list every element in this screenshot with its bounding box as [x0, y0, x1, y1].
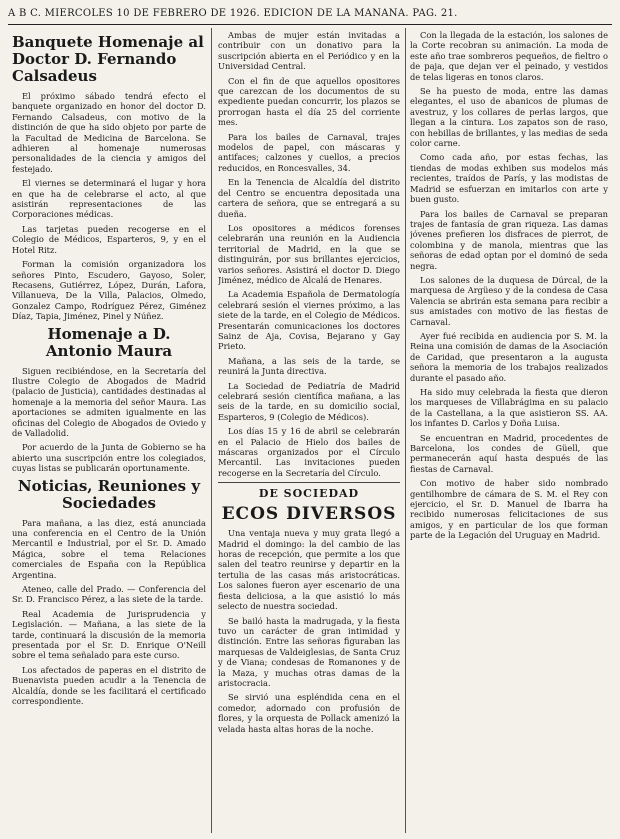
- column-divider: [211, 28, 212, 833]
- paragraph: Con motivo de haber sido nombrado gentilhombre de cámara de S. M. el Rey con ejercicio, el Sr. D. Manuel de Ibarra ha recibido numerosas felicitaciones de sus amigos, y en particular de los que forman parte de la Legación del Uruguay en Madrid.: [410, 478, 608, 541]
- paragraph: Los días 15 y 16 de abril se celebrarán en el Palacio de Hielo dos bailes de máscaras organizados por el Círculo Mercantil. Las invitaciones pueden recogerse en la Secretaría del Círculo.: [218, 426, 400, 478]
- article-title: Banquete Homenaje al Doctor D. Fernando Calsadeus: [12, 33, 204, 85]
- paragraph: Una ventaja nueva y muy grata llegó a Madrid el domingo: la del cambio de las horas de recepción, que permite a los que salen del teatro reunirse y departir en la tertulia de las casas más aristocráticas. Los salones fueron ayer escenario de una fiesta deliciosa, a la que asistió lo más selecto de nuestra sociedad.: [218, 528, 400, 612]
- column-left: [12, 30, 206, 833]
- paragraph: Para los bailes de Carnaval se preparan trajes de fantasía de gran riqueza. Las damas jóvenes prefieren los disfraces de pierrot, de colombina y de manola, mientras que las señoras de edad optan por el dominó de seda negra.: [410, 208, 608, 271]
- paragraph: Se encuentran en Madrid, procedentes de Barcelona, los condes de Güell, que permanecerán aquí hasta después de las fiestas de Carnaval.: [410, 432, 608, 474]
- paragraph: Ateneo, calle del Prado. — Conferencia del Sr. D. Francisco Pérez, a las siete de la tarde.: [12, 584, 206, 605]
- paragraph: Ambas de mujer están invitadas a contribuir con un donativo para la suscripción abierta en el Periódico y en la Universidad Central.: [218, 30, 400, 72]
- paragraph: El viernes se determinará el lugar y hora en que ha de celebrarse el acto, al que asistirán representaciones de las Corporaciones médicas.: [12, 178, 206, 220]
- paragraph: Se bailó hasta la madrugada, y la fiesta tuvo un carácter de gran intimidad y distinción. Entre las señoras figuraban las marquesas de Valdeiglesias, de Santa Cruz y de Viana; condesas de Romanones y de la Maza, y muchas otras damas de la aristocracia.: [218, 615, 400, 688]
- section-divider: [218, 482, 400, 483]
- paragraph: En la Tenencia de Alcaldía del distrito del Centro se encuentra depositada una cartera de señora, que se entregará a su dueña.: [218, 177, 400, 219]
- header-rule: [8, 24, 612, 25]
- article-title: Noticias, Reuniones y Sociedades: [17, 476, 201, 512]
- paragraph: Real Academia de Jurisprudencia y Legislación. — Mañana, a las siete de la tarde, continuará la discusión de la memoria presentada por el Sr. D. Enrique O'Neill sobre el tema señalado para este curso.: [12, 608, 206, 661]
- paragraph: La Academia Española de Dermatología celebrará sesión el viernes próximo, a las siete de la tarde, en el Colegio de Médicos. Presentarán comunicaciones los doctores Sainz de Aja, Covisa, Bejarano y Gay Prieto.: [218, 289, 400, 352]
- paragraph: Los salones de la duquesa de Dúrcal, de la marquesa de Argüeso y de la condesa de Casa Valencia se abrirán esta semana para recibir a sus amistades con motivo de las fiestas de Carnaval.: [410, 274, 608, 327]
- article-title: Homenaje a D. Antonio Maura: [45, 324, 173, 360]
- paragraph: Para los bailes de Carnaval, trajes modelos de papel, con máscaras y antifaces; calzones y cuellos, a precios reducidos, en Roncesvalles, 34.: [218, 131, 400, 173]
- paragraph: La Sociedad de Pediatría de Madrid celebrará sesión científica mañana, a las seis de la tarde, en su domicilio social, Esparteros, 9 (Colegio de Médicos).: [218, 380, 400, 422]
- paragraph: Mañana, a las seis de la tarde, se reunirá la Junta directiva.: [218, 355, 400, 377]
- section-title: DE SOCIEDAD: [258, 487, 360, 501]
- paragraph: Con la llegada de la estación, los salones de la Corte recobran su animación. La moda de este año trae sombreros pequeños, de fieltro o de paja, que dejan ver el peinado, y vestidos de telas ligeras en tonos claros.: [410, 30, 608, 82]
- paragraph: Los opositores a médicos forenses celebrarán una reunión en la Audiencia territorial de Madrid, en la que se distinguirán, por sus brillantes ejercicios, varios señores. Asistirá el doctor D. Diego Jiménez, médico de Alcalá de Henares.: [218, 222, 400, 285]
- paragraph: Ha sido muy celebrada la fiesta que dieron los marqueses de Villabrágima en su palacio de la Castellana, a la que asistieron SS. AA. los infantes D. Carlos y Doña Luisa.: [410, 387, 608, 429]
- paragraph: Ayer fué recibida en audiencia por S. M. la Reina una comisión de damas de la Asociación de Caridad, que presentaron a la augusta señora la memoria de los trabajos realizados durante el pasado año.: [410, 330, 608, 383]
- column-divider: [405, 28, 406, 833]
- paragraph: Forman la comisión organizadora los señores Pinto, Escudero, Gayoso, Soler, Recasens, Gutiérrez, López, Durán, Lafora, Villanueva, De la Villa, Palacios, Olmedo, Gonzalez Campo, Rodríguez Pérez, Giménez Díaz, Tapia, Jiménez, Pinel y Núñez.: [12, 259, 206, 322]
- column-right: [410, 30, 608, 833]
- paragraph: Por acuerdo de la Junta de Gobierno se ha abierto una suscripción entre los colegiados, cuyas listas se publicarán oportunamente.: [12, 442, 206, 474]
- page-header: A B C. MIÉRCOLES 10 DE FEBRERO DE 1926. EDICION DE LA MAÑANA. PAG. 21.: [8, 8, 458, 19]
- paragraph: Los afectados de paperas en el distrito de Buenavista pueden acudir a la Tenencia de Alcaldía, donde se les facilitará el certificado correspondiente.: [12, 664, 206, 707]
- paragraph: Con el fin de que aquellos opositores que carezcan de los documentos de su expediente puedan concurrir, los plazos se prorrogan hasta el día 25 del corriente mes.: [218, 75, 400, 128]
- paragraph: Las tarjetas pueden recogerse en el Colegio de Médicos, Esparteros, 9, y en el Hotel Ritz.: [12, 223, 206, 255]
- paragraph: Se sirvió una espléndida cena en el comedor, adornado con profusión de flores, y la orquesta de Pollack amenizó la velada hasta altas horas de la noche.: [218, 692, 400, 734]
- paragraph: El próximo sábado tendrá efecto el banquete organizado en honor del doctor D. Fernando Calsadeus, con motivo de la distinción de que ha sido objeto por parte de la Facultad de Medicina de Barcelona. Se adhieren al homenaje numerosas personalidades de la ciencia y amigos del festejado.: [12, 91, 206, 174]
- paragraph: Como cada año, por estas fechas, las tiendas de modas exhiben sus modelos más recientes, traídos de París, y las modistas de Madrid se esfuerzan en imitarlos con arte y buen gusto.: [410, 152, 608, 205]
- section-subtitle: ECOS DIVERSOS: [221, 504, 397, 525]
- paragraph: Para mañana, a las diez, está anunciada una conferencia en el Centro de la Unión Mercantil e Industrial, por el Sr. D. Amado Mágica, sobre el tema Relaciones comerciales de España con la República Argentina.: [12, 517, 206, 580]
- paragraph: Se ha puesto de moda, entre las damas elegantes, el uso de abanicos de plumas de avestruz, y los collares de perlas largos, que llegan a la cintura. Los zapatos son de raso, con hebillas de brillantes, y las medias de seda color carne.: [410, 86, 608, 149]
- column-middle: [218, 30, 400, 833]
- paragraph: Siguen recibiéndose, en la Secretaría del Ilustre Colegio de Abogados de Madrid (palacio de Justicia), cantidades destinadas al homenaje a la memoria del señor Maura. Las aportaciones se admiten igualmente en las oficinas del Colegio de Abogados de Oviedo y de Valladolid.: [12, 365, 206, 438]
